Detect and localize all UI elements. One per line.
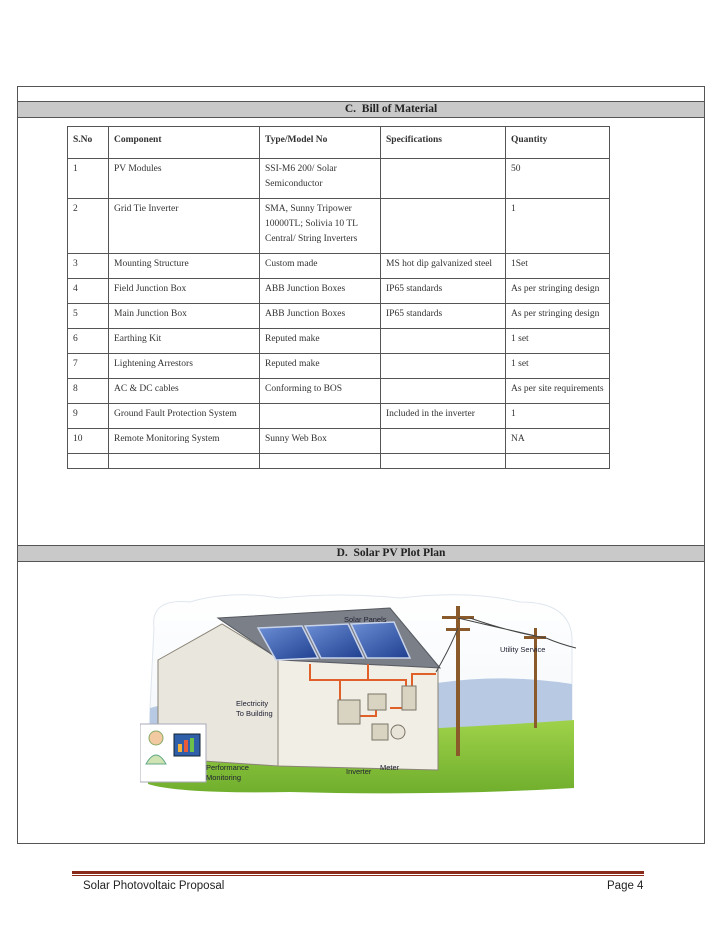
label-electricity: Electricity xyxy=(236,699,269,708)
table-row xyxy=(68,429,610,454)
table-row xyxy=(68,304,610,329)
cell-quantity: 50 xyxy=(506,159,610,199)
footer-rule xyxy=(72,871,644,874)
cell-sno: 2 xyxy=(68,199,109,254)
cell-quantity: 1Set xyxy=(506,254,610,279)
cell-specifications: Included in the inverter xyxy=(381,404,506,429)
solar-pv-plot-illustration xyxy=(140,588,576,794)
cell-sno: 7 xyxy=(68,354,109,379)
section-title-plot: Solar PV Plot Plan xyxy=(353,547,446,559)
cell-type-model xyxy=(260,404,381,429)
header-specifications: Specifications xyxy=(381,127,506,159)
header-quantity: Quantity xyxy=(506,127,610,159)
footer-document-title: Solar Photovoltaic Proposal xyxy=(83,880,225,892)
section-letter-plot: D. xyxy=(336,547,348,559)
cell-sno: 10 xyxy=(68,429,109,454)
cell-quantity: As per stringing design xyxy=(506,304,610,329)
cell-component: Earthing Kit xyxy=(109,329,260,354)
cell-quantity: NA xyxy=(506,429,610,454)
breaker-box xyxy=(368,694,386,710)
section-title-bom: Bill of Material xyxy=(361,103,438,115)
table-row xyxy=(68,354,610,379)
table-row-blank xyxy=(68,454,610,469)
footer-page-number: Page 4 xyxy=(607,880,644,892)
table-row xyxy=(68,199,610,254)
cell-component: Grid Tie Inverter xyxy=(109,199,260,254)
label-meter: Meter xyxy=(380,763,400,772)
cell-specifications: MS hot dip galvanized steel xyxy=(381,254,506,279)
cell-type-model: ABB Junction Boxes xyxy=(260,279,381,304)
label-inverter: Inverter xyxy=(346,767,372,776)
cell-specifications xyxy=(381,159,506,199)
cell-component: AC & DC cables xyxy=(109,379,260,404)
table-row xyxy=(68,279,610,304)
cell-quantity: 1 set xyxy=(506,354,610,379)
header-sno: S.No xyxy=(68,127,109,159)
footer-rule-thin xyxy=(72,875,644,876)
cell-specifications xyxy=(381,199,506,254)
cell-type-model: Reputed make xyxy=(260,329,381,354)
header-component: Component xyxy=(109,127,260,159)
cell-specifications xyxy=(381,429,506,454)
bill-of-material-table xyxy=(67,126,610,469)
cell-quantity: As per site requirements xyxy=(506,379,610,404)
cell-type-model: ABB Junction Boxes xyxy=(260,304,381,329)
header-type-model: Type/Model No xyxy=(260,127,381,159)
table-row xyxy=(68,404,610,429)
cell-specifications: IP65 standards xyxy=(381,304,506,329)
label-monitoring: Monitoring xyxy=(206,773,242,782)
cell-specifications xyxy=(381,379,506,404)
cell-component: Lightening Arrestors xyxy=(109,354,260,379)
cell-sno: 6 xyxy=(68,329,109,354)
cell-type-model: Reputed make xyxy=(260,354,381,379)
solar-system-diagram xyxy=(140,588,576,794)
cell-component: Ground Fault Protection System xyxy=(109,404,260,429)
cell-sno: 9 xyxy=(68,404,109,429)
cell-type-model: Custom made xyxy=(260,254,381,279)
solar-panels-array xyxy=(258,622,410,660)
table-header-row xyxy=(68,127,610,159)
table-row xyxy=(68,159,610,199)
cell-component: Mounting Structure xyxy=(109,254,260,279)
inverter-box xyxy=(372,724,388,740)
cell-sno: 5 xyxy=(68,304,109,329)
cell-component: PV Modules xyxy=(109,159,260,199)
cell-sno: 4 xyxy=(68,279,109,304)
cell-sno: 1 xyxy=(68,159,109,199)
cell-sno: 3 xyxy=(68,254,109,279)
label-solar-panels: Solar Panels xyxy=(344,615,387,624)
cell-component: Field Junction Box xyxy=(109,279,260,304)
meter-dial xyxy=(391,725,405,739)
table-row xyxy=(68,329,610,354)
section-letter-bom: C. xyxy=(344,103,357,115)
cell-quantity: As per stringing design xyxy=(506,279,610,304)
disconnect-box xyxy=(402,686,416,710)
section-header-bom xyxy=(18,101,704,118)
cell-quantity: 1 xyxy=(506,404,610,429)
cell-type-model: SSI-M6 200/ Solar Semiconductor xyxy=(260,159,381,199)
person-head xyxy=(149,731,163,745)
cell-type-model: Sunny Web Box xyxy=(260,429,381,454)
cell-quantity: 1 xyxy=(506,199,610,254)
table-row xyxy=(68,379,610,404)
label-performance: Performance xyxy=(206,763,249,772)
cell-specifications xyxy=(381,329,506,354)
cell-type-model: SMA, Sunny Tripower 10000TL; Solivia 10 TL Central/ String Inverters xyxy=(260,199,381,254)
cell-component: Remote Monitoring System xyxy=(109,429,260,454)
table-row xyxy=(68,254,610,279)
label-utility-service: Utility Service xyxy=(500,645,546,654)
cell-specifications: IP65 standards xyxy=(381,279,506,304)
performance-monitoring-station xyxy=(140,724,206,782)
cell-quantity: 1 set xyxy=(506,329,610,354)
section-header-plot xyxy=(18,545,704,562)
label-to-building: To Building xyxy=(236,709,273,718)
cell-sno: 8 xyxy=(68,379,109,404)
junction-box xyxy=(338,700,360,724)
cell-component: Main Junction Box xyxy=(109,304,260,329)
cell-specifications xyxy=(381,354,506,379)
cell-type-model: Conforming to BOS xyxy=(260,379,381,404)
